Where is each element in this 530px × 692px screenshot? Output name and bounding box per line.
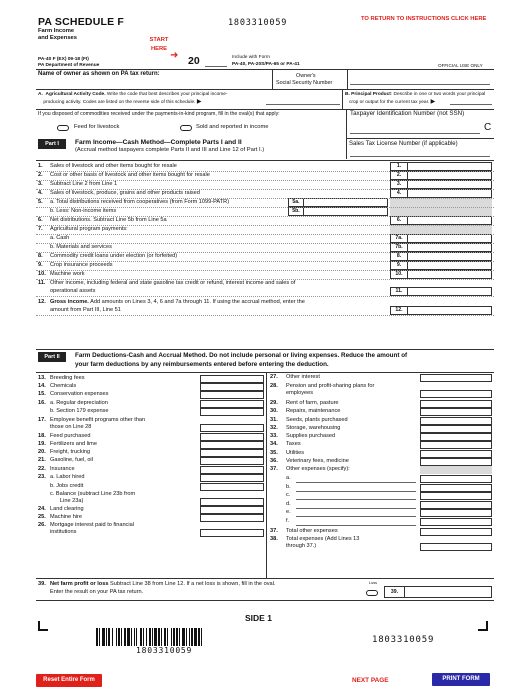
line-amount-input[interactable]	[420, 425, 492, 433]
barcode-bar	[146, 628, 147, 646]
row-separator	[36, 189, 494, 190]
sales-tax-license-label: Sales Tax License Number (if applicable)	[349, 141, 458, 147]
activity-code-input[interactable]	[266, 104, 340, 105]
line-label: Supplies purchased	[286, 433, 336, 439]
barcode-bar	[149, 628, 151, 646]
line-amount-input[interactable]	[200, 529, 264, 537]
line-label: Total expenses (Add Lines 13	[286, 536, 360, 542]
line-number: 8.	[38, 253, 43, 259]
line-number: 18.	[38, 433, 46, 439]
line-label: b.	[286, 484, 291, 490]
line-box-label: 4.	[390, 189, 408, 198]
line39-text	[50, 581, 275, 588]
line-amount-input[interactable]	[420, 441, 492, 449]
barcode-bar	[158, 628, 160, 646]
line-label: Conservation expenses	[50, 391, 109, 397]
line-label: Crop insurance proceeds	[50, 262, 113, 268]
line-amount-input[interactable]	[420, 501, 492, 509]
disposal-prompt: If you disposed of commodities received under the payments-in-kind program, fill in the oval(s) that apply:	[38, 111, 280, 117]
line-box-label: 7a.	[390, 234, 408, 243]
line-label: Employee benefit programs other than	[50, 417, 146, 423]
part1-title: Farm Income—Cash Method—Complete Parts I and II	[75, 139, 242, 146]
line-label-cont: through 37.)	[286, 543, 317, 549]
barcode-bar	[118, 628, 120, 646]
line-label-cont: operational assets	[50, 288, 96, 294]
start-here-arrow-icon: ➜	[170, 50, 179, 61]
line-amount-input[interactable]	[200, 466, 264, 474]
line-number: 1.	[38, 163, 43, 169]
column-divider	[266, 372, 267, 578]
corner-mark-left	[38, 621, 48, 631]
line-number: 37.	[270, 528, 278, 534]
line-amount-input[interactable]	[420, 475, 492, 483]
line-number: 21.	[38, 457, 46, 463]
line-number: 6.	[38, 217, 43, 223]
line-amount-input[interactable]	[304, 207, 388, 216]
line-label: Other income, including federal and state gasoline tax credit or refund, interest income and sales of	[50, 280, 296, 286]
line-amount-input[interactable]	[420, 543, 492, 551]
arrow-right-icon: ▶	[196, 98, 202, 105]
barcode-bar	[108, 628, 110, 646]
other-expense-desc-input[interactable]	[296, 525, 416, 526]
line-box-label: 11.	[390, 287, 408, 296]
line-number: 22.	[38, 466, 46, 472]
line-label: b. Section 179 expense	[50, 408, 109, 414]
line-label: Seeds, plants purchased	[286, 417, 348, 423]
line-number: 14.	[38, 383, 46, 389]
part2-title-rest: Do not include personal or living expenses. Reduce the amount of	[207, 352, 408, 359]
line-label: Repairs, maintenance	[286, 408, 341, 414]
shaded-area	[420, 466, 492, 474]
part1-subtitle: (Accrual method taxpayers complete Parts II and III and Line 12 of Part I.)	[75, 147, 265, 153]
line-box-label: 7b.	[390, 243, 408, 252]
line-box-label: 2.	[390, 171, 408, 180]
feed-livestock-oval[interactable]	[57, 125, 69, 131]
line-label: Gasoline, fuel, oil	[50, 457, 93, 463]
barcode-bar	[127, 628, 130, 646]
line-label-cont: those on Line 28	[50, 424, 92, 430]
row-separator	[36, 261, 494, 262]
barcode-bar	[179, 628, 180, 646]
line-number: 17.	[38, 417, 46, 423]
print-form-button[interactable]: PRINT FORM	[432, 673, 490, 686]
line-number: 13.	[38, 375, 46, 381]
part-separator	[36, 349, 494, 350]
line-label: Commodity credit loans under election (or forfeited)	[50, 253, 178, 259]
line-label: b. Less: Non-income items	[50, 208, 117, 214]
line-label: Taxes	[286, 441, 301, 447]
line-number: 2.	[38, 172, 43, 178]
barcode-bar	[161, 628, 162, 646]
row-separator	[36, 207, 494, 208]
barcode-bar	[194, 628, 197, 646]
row-separator	[36, 243, 494, 244]
line-label: Rent of farm, pasture	[286, 400, 339, 406]
line-label: Sales of livestock, produce, grains and other products raised	[50, 190, 200, 196]
barcode-bar	[154, 628, 157, 646]
line-number: 37.	[270, 466, 278, 472]
line-label: Utilities	[286, 450, 305, 456]
line-amount-input[interactable]	[200, 408, 264, 416]
barcode-bar	[201, 628, 202, 646]
line-amount-input[interactable]	[200, 457, 264, 465]
shaded-area	[390, 225, 492, 234]
line-label: Mortgage interest paid to financial	[50, 522, 134, 528]
line-amount-input[interactable]	[200, 449, 264, 457]
line-amount-input[interactable]	[408, 180, 492, 189]
line-label: Breeding fees	[50, 375, 85, 381]
row-separator	[36, 270, 494, 271]
activity-b-text1: : Describe in one or two words your principal	[390, 92, 486, 97]
line-amount-input[interactable]	[408, 162, 492, 171]
barcode-bar	[99, 628, 100, 646]
line-label-cont: Line 23a)	[60, 498, 84, 504]
sold-reported-label: Sold and reported in income	[196, 124, 269, 130]
line-box-label: 10.	[390, 270, 408, 279]
barcode-bar	[136, 628, 137, 646]
line-number: 7.	[38, 226, 43, 232]
line-amount-input[interactable]	[420, 450, 492, 458]
line-amount-input[interactable]	[420, 400, 492, 408]
line-label: Cost or other basis of livestock and other items bought for resale	[50, 172, 210, 178]
line-number: 36.	[270, 458, 278, 464]
line-box-label: 5b.	[288, 207, 304, 216]
row-separator	[36, 296, 494, 297]
part1-tag: Part I	[38, 139, 66, 149]
line-amount-input[interactable]	[420, 374, 492, 382]
line-label: a. Total distributions received from cooperatives (from Form 1099-PATR)	[50, 199, 230, 205]
barcode-bar	[182, 628, 185, 646]
line-number: 31.	[270, 417, 278, 423]
part2-title	[75, 352, 495, 369]
row-separator	[36, 252, 494, 253]
line-number: 30.	[270, 408, 278, 414]
line-number: 11.	[38, 280, 46, 286]
line-amount-input[interactable]	[200, 474, 264, 482]
include-with-label: Include with Form	[232, 55, 270, 60]
line-number: 23.	[38, 474, 46, 480]
line-amount-input[interactable]	[200, 391, 264, 399]
line-amount-input[interactable]	[420, 458, 492, 466]
barcode-bar	[116, 628, 117, 646]
line-label: Storage, warehousing	[286, 425, 341, 431]
line-number: 26.	[38, 522, 46, 528]
barcode-bar	[186, 628, 187, 646]
line-amount-input[interactable]	[200, 483, 264, 491]
line-box-label: 12.	[390, 306, 408, 315]
reset-form-button[interactable]: Reset Entire Form	[36, 674, 102, 687]
activity-b-label: B.	[345, 92, 350, 97]
barcode-number: 1803310059	[136, 646, 193, 655]
line-amount-input[interactable]	[200, 375, 264, 383]
line-number: 15.	[38, 391, 46, 397]
barcode-bar	[173, 628, 175, 646]
line-label: Agricultural program payments:	[50, 226, 128, 232]
line-label: a. Labor hired	[50, 474, 85, 480]
line-label: Subtract Line 2 from Line 1	[50, 181, 118, 187]
barcode-bar	[106, 628, 107, 646]
line-amount-input[interactable]	[200, 506, 264, 514]
tin-suffix: C	[484, 122, 492, 133]
line-number: 32.	[270, 425, 278, 431]
tin-label: Taxpayer Identification Number (not SSN)	[350, 110, 465, 117]
activity-a-text2: producing activity. Codes are listed on the reverse side of this schedule.	[43, 99, 196, 105]
line-label: Net distributions. Subtract Line 5b from Line 5a	[50, 217, 167, 223]
line-label: b. Jobs credit	[50, 483, 84, 489]
return-to-instructions-link[interactable]: TO RETURN TO INSTRUCTIONS CLICK HERE	[361, 16, 487, 22]
line-number: 35.	[270, 450, 278, 456]
line-label-bold: Gross income.	[50, 299, 89, 305]
line-number: 5.	[38, 199, 43, 205]
row-separator	[36, 171, 494, 172]
feed-livestock-label: Feed for livestock	[74, 124, 120, 130]
line39-number: 39.	[38, 581, 46, 587]
line-amount-input[interactable]	[408, 306, 492, 315]
line-box-label: 3.	[390, 180, 408, 189]
line-number: 24.	[38, 506, 46, 512]
line39-amount-input[interactable]	[404, 586, 492, 598]
line-number: 3.	[38, 181, 43, 187]
line-amount-input[interactable]	[408, 216, 492, 225]
line-amount-input[interactable]	[408, 261, 492, 270]
corner-mark-right	[478, 621, 488, 631]
line39-text2: Enter the result on your PA tax return.	[50, 589, 144, 595]
line-amount-input[interactable]	[408, 270, 492, 279]
line-label: Veterinary fees, medicine	[286, 458, 349, 464]
line-label: d.	[286, 501, 291, 507]
line-label-rest: Add amounts on Lines 3, 4, 6 and 7a through 11. If using the accrual method, enter the	[88, 299, 305, 305]
line-box-label: 6.	[390, 216, 408, 225]
line-number: 9.	[38, 262, 43, 268]
line-amount-input[interactable]	[200, 424, 264, 432]
line-label: Machine hire	[50, 514, 83, 520]
line-box-label: 1.	[390, 162, 408, 171]
line-amount-input[interactable]	[200, 383, 264, 391]
line-label: a.	[286, 475, 291, 481]
barcode-bar	[171, 628, 172, 646]
barcode-bar	[131, 628, 132, 646]
line39-rest: Subtract Line 38 from Line 12. If a net loss is shown, fill in the oval.	[108, 581, 276, 587]
owner-ssn-input[interactable]	[350, 84, 490, 85]
line-number: 25.	[38, 514, 46, 520]
other-expense-desc-input[interactable]	[296, 491, 416, 492]
activity-a-text1: Write the code that best describes your principal income-	[105, 92, 228, 97]
form-title: PA SCHEDULE F	[38, 16, 125, 28]
line-label: Feed purchased	[50, 433, 91, 439]
line-number: 19.	[38, 441, 46, 447]
line-amount-input[interactable]	[420, 408, 492, 416]
line-label-cont: institutions	[50, 529, 77, 535]
line-amount-input[interactable]	[420, 492, 492, 500]
line39-bold: Net farm profit or loss	[50, 581, 109, 587]
line-amount-input[interactable]	[420, 417, 492, 425]
barcode-bar	[121, 628, 122, 646]
line-number: 10.	[38, 271, 46, 277]
row-separator	[36, 315, 494, 316]
activity-code-a	[38, 91, 268, 106]
barcode-bar	[176, 628, 178, 646]
row-separator	[36, 234, 494, 235]
line-amount-input[interactable]	[420, 484, 492, 492]
line-number: 28.	[270, 383, 278, 389]
line-label	[50, 299, 305, 306]
tin-input[interactable]	[350, 133, 480, 134]
line-label: a. Regular depreciation	[50, 400, 108, 406]
line-amount-input[interactable]	[420, 390, 492, 398]
row-separator	[36, 180, 494, 181]
line-label: Insurance	[50, 466, 75, 472]
arrow-right-icon: ▶	[430, 98, 436, 105]
other-expense-desc-input[interactable]	[296, 508, 416, 509]
line39-box: 39.	[384, 586, 404, 598]
include-forms-label: PA-40, PA-20S/PA-65 or PA-41	[232, 62, 300, 67]
line-amount-input[interactable]	[408, 243, 492, 252]
line-label: f.	[286, 518, 290, 524]
line-amount-input[interactable]	[304, 198, 388, 207]
barcode-bar	[164, 628, 166, 646]
part2-tag: Part II	[38, 352, 66, 362]
row-separator	[36, 198, 494, 199]
line-number: 27.	[270, 374, 278, 380]
line-amount-input[interactable]	[200, 441, 264, 449]
line-label: Other interest	[286, 374, 320, 380]
activity-a-label: A.	[38, 92, 43, 97]
line-label-cont: amount from Part III, Line 51	[50, 307, 121, 313]
row-separator	[36, 225, 494, 226]
line-label: Sales of livestock and other items bought for resale	[50, 163, 177, 169]
owner-ssn-label-1: Owner's	[296, 73, 316, 79]
line-amount-input[interactable]	[420, 433, 492, 441]
line-number: 34.	[270, 441, 278, 447]
line-label: c. Balance (subtract Line 23b from	[50, 491, 136, 497]
line39-loss-label: Loss	[369, 581, 378, 585]
start-here-label	[148, 36, 170, 54]
form-subtitle-line2: and Expenses	[38, 35, 77, 41]
barcode-bar	[140, 628, 142, 646]
line-amount-input[interactable]	[408, 252, 492, 261]
line-number: 12.	[38, 299, 46, 305]
line-amount-input[interactable]	[200, 400, 264, 408]
sales-tax-license-input[interactable]	[350, 156, 490, 157]
line-label: Freight, trucking	[50, 449, 91, 455]
line-label: Chemicals	[50, 383, 77, 389]
line-label: Other expenses (specify):	[286, 466, 350, 472]
line-label: e.	[286, 509, 291, 515]
line-label: Machine work	[50, 271, 85, 277]
line-label: Pension and profit-sharing plans for	[286, 383, 375, 389]
barcode-bar	[167, 628, 168, 646]
line-label: b. Materials and services	[50, 244, 112, 250]
line-number: 4.	[38, 190, 43, 196]
other-expense-desc-input[interactable]	[296, 482, 416, 483]
line-box-label: 9.	[390, 261, 408, 270]
barcode-bar	[102, 628, 105, 646]
barcode-bar	[152, 628, 153, 646]
top-barcode-number: 1803310059	[228, 18, 288, 28]
line-label: Fertilizers and lime	[50, 441, 97, 447]
line-amount-input[interactable]	[420, 509, 492, 517]
other-expense-desc-input[interactable]	[296, 516, 416, 517]
line-number: 33.	[270, 433, 278, 439]
part2-title-main: Farm Deductions-Cash and Accrual Method.	[75, 352, 208, 359]
form-subtitle-line1: Farm Income	[38, 28, 75, 34]
barcode-icon	[96, 628, 236, 646]
activity-b-text2: crop or output for the current tax year.	[349, 99, 430, 105]
sold-reported-oval[interactable]	[180, 125, 192, 131]
line-amount-input[interactable]	[408, 287, 492, 296]
department-name: PA Department of Revenue	[38, 63, 100, 68]
line-number: 38.	[270, 536, 278, 542]
owner-ssn-label-2: Social Security Number	[276, 80, 333, 86]
barcode-bar	[191, 628, 193, 646]
line-amount-input[interactable]	[200, 433, 264, 441]
line-amount-input[interactable]	[408, 189, 492, 198]
line-label-cont: employees	[286, 390, 314, 396]
barcode-bar	[198, 628, 200, 646]
official-use-label: OFFICIAL USE ONLY	[438, 63, 483, 68]
line-number: 20.	[38, 449, 46, 455]
tax-year-prefix: 20	[188, 55, 200, 67]
start-here-text: START HERE	[149, 37, 169, 52]
owner-name-label: Name of owner as shown on PA tax return:	[38, 71, 160, 77]
barcode-bar	[124, 628, 126, 646]
barcode-bar	[96, 628, 98, 646]
barcode-bar	[189, 628, 190, 646]
row-separator	[36, 216, 494, 217]
line-label: a. Cash	[50, 235, 70, 241]
line-amount-input[interactable]	[200, 514, 264, 522]
other-expense-desc-input[interactable]	[296, 499, 416, 500]
tax-year-input[interactable]	[205, 66, 227, 67]
side-label: SIDE 1	[245, 613, 272, 623]
line-label: c.	[286, 492, 291, 498]
line-number: 29.	[270, 400, 278, 406]
line-amount-input[interactable]	[200, 498, 264, 506]
part2-title-line2: your farm deductions by any reimbursements entered before entering the deduction.	[75, 360, 329, 368]
line-amount-input[interactable]	[420, 528, 492, 536]
form-code: PA-40 F (EX) 09-18 (FI)	[38, 57, 89, 62]
barcode-bar	[112, 628, 113, 646]
barcode-number-right: 1803310059	[372, 635, 435, 645]
barcode-bar	[134, 628, 135, 646]
line-box-label: 5a.	[288, 198, 304, 207]
next-page-link[interactable]: NEXT PAGE	[352, 677, 389, 684]
line-label: Land clearing	[50, 506, 84, 512]
line-amount-input[interactable]	[408, 171, 492, 180]
row-separator	[36, 279, 494, 280]
barcode-bar	[143, 628, 144, 646]
line-number: 16.	[38, 400, 46, 406]
line-box-label: 8.	[390, 252, 408, 261]
line-amount-input[interactable]	[408, 234, 492, 243]
activity-b-title: Principal Product	[351, 92, 391, 97]
line-amount-input[interactable]	[420, 518, 492, 526]
activity-a-title: Agricultural Activity Code.	[45, 92, 106, 97]
principal-product-input[interactable]	[450, 104, 492, 105]
line-label: Total other expenses	[286, 528, 338, 534]
line39-loss-oval[interactable]	[366, 590, 378, 596]
